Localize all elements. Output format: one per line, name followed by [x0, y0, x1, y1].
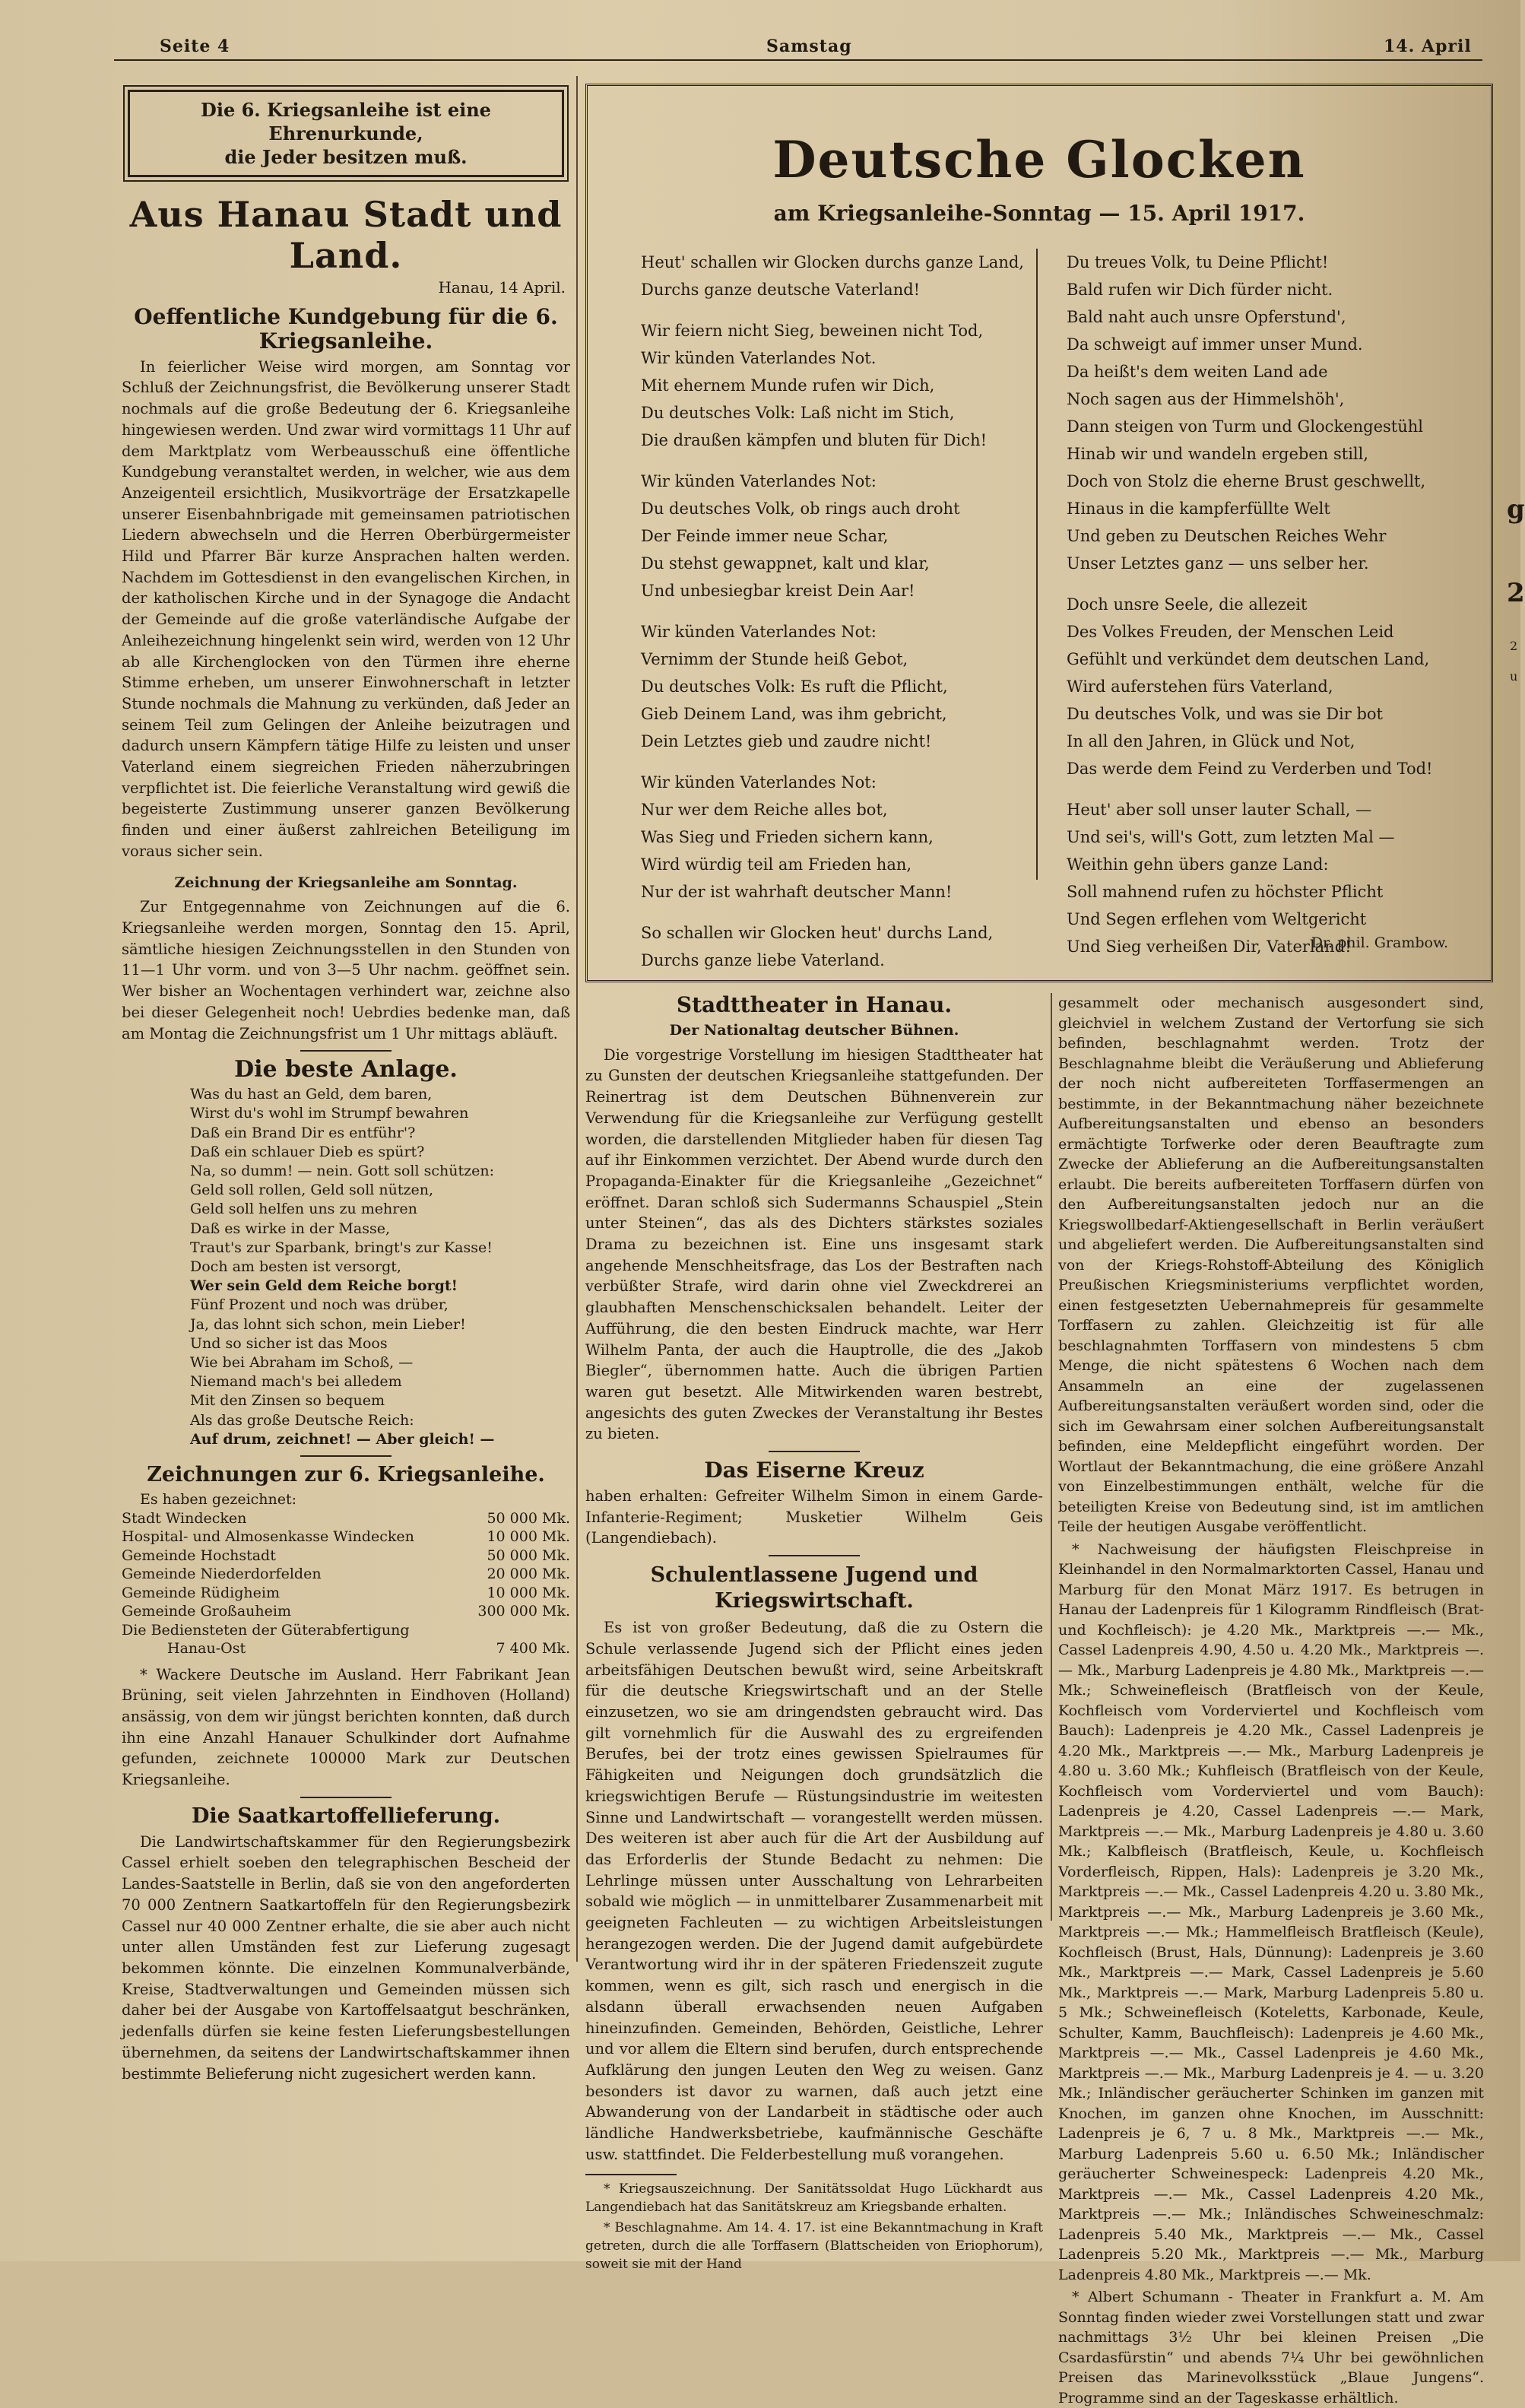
poem-divider: [1036, 249, 1038, 880]
stanza: [641, 919, 1051, 974]
verse-line: Nur der ist wahrhaft deutscher Mann!: [641, 883, 953, 901]
schulentlassene-text: Es ist von großer Bedeutung, daß die zu Ostern die Schule verlassende Jugend sich der Pflicht eines jeden arbeitsfähigen Deutschen bewußt wird, seine Arbeitskraft für die deutsche Kriegswirtschaft und an der Stelle einzusetzen, wo sie am dringendsten gebraucht wird. Das gilt vornehmlich für die Auswahl des zu ergreifenden Berufes, bei der trotz eines gewissen Spielraumes für Fähigkeiten und Neigungen doch grundsätzlich die kriegswichtigen Berufe — Rüstungsindustrie im weitesten Sinne und Landwirtschaft — vorangestellt werden müssen. Des weiteren ist aber auch für die Art der Ausbildung auf das Erforderlis der Stunde Bedacht zu nehmen: Die Lehrlinge müssen unter Ausschaltung von Lehrarbeiten sobald wie möglich — in unmittelbarer Zusammenarbeit mit geeigneten Fachleuten — zu wichtigen Arbeitsleistungen herangezogen werden. Die der Jugend damit aufgebürdete Verantwortung wird ihr in der späteren Friedenszeit zugute kommen, wenn es gilt, sich rasch und energisch in die alsdann überall erwachsenden neuen Aufgaben hineinzufinden. Gemeinden, Behörden, Geistliche, Lehrer und vor allem die Eltern sind berufen, durch entsprechende Aufklärung den jungen Leuten den Weg zu weisen. Ganz besonders ist davor zu warnen, daß auch jetzt eine Abwanderung von der Landarbeit in städtische oder auch ländliche Handwerksbetriebe, kaufmännische Geschäfte usw. stattfindet. Die Felderbestellung muß vorangehen.: [585, 1619, 1043, 2163]
subscription-row: [122, 1584, 570, 1603]
fleischpreise-text: * Nachweisung der häufigsten Fleischpreise in Kleinhandel in den Normalmarktorten Cassel, Hanau und Marburg für den Monat März 1917. Es betrugen in Hanau der Ladenpreis für 1 Kilogramm Rindfleisch (Brat- und Kochfleisch): je 4.20 Mk., Marktpreis —.— Mk., Cassel Ladenpreis 4.90, 4.50 u. 4.20 Mk., Marktpreis —.— Mk., Marburg Ladenpreis je 4.80 Mk., Marktpreis —.— Mk.; Schweinefleisch (Bratfleisch von der Keule, Kochfleisch vom Vorderviertel und Kochfleisch vom Bauch): Ladenpreis je 4.20 Mk., Cassel Ladenpreis je 4.20 Mk., Marktpreis —.— Mk., Marburg Ladenpreis je 4.80 u. 3.60 Mk.; Kuhfleisch (Bratfleisch von der Keule, Kochfleisch vom Vorderviertel und vom Bauch): Ladenpreis je 4.20, Cassel Ladenpreis —.— Mark, Marktpreis —.— Mk., Marburg Ladenpreis je 4.80 u. 3.60 Mk.; Kalbfleisch (Bratfleisch, Keule, u. Kochfleisch Vorderfleisch, Rippen, Hals): Ladenpreis je 3.20 Mk., Marktpreis —.— Mk., Cassel Ladenpreis 4.20 u. 3.80 Mk., Marktpreis —.— Mk., Marburg Ladenpreis je 3.60 Mk., Marktpreis —.— Mk.; Hammelfleisch Bratfleisch (Keule), Kochfleisch (Brust, Hals, Dünnung): Ladenpreis je 3.60 Mk., Marktpreis —.— Mark, Cassel Ladenpreis je 5.60 Mk., Marktpreis —.— Mark, Marburg Ladenpreis 5.80 u. 5 Mk.; Schweinefleisch (Koteletts, Karbonade, Keule, Schulter, Kamm, Bauchfleisch): Ladenpreis je 4.60 Mk., Marktpreis —.— Mk., Cassel Ladenpreis je 4.60 Mk., Marktpreis —.— Mk., Marburg Ladenpreis je 4. — u. 3.20 Mk.; Inländischer geräucherter Schinken im ganzen mit Knochen, im ganzen ohne Knochen, im Ausschnitt: Ladenpreis je 6, 7 u. 8 Mk., Marktpreis —.— Mk., Marburg Ladenpreis 5.60 u. 6.50 Mk.; Inländischer geräucherter Schweinespeck: Ladenpreis 4.20 Mk., Marktpreis —.— Mk., Cassel Ladenpreis 4.20 Mk., Marktpreis —.— Mk.; Inländisches Schweineschmalz: Ladenpreis 5.40 Mk., Marktpreis —.— Mk., Cassel Ladenpreis 5.20 Mk., Marktpreis —.— Mk., Marburg Ladenpreis 4.80 Mk., Marktpreis —.— Mk.: [1058, 1540, 1484, 2283]
poem-line: Daß es wirke in der Masse,: [190, 1220, 390, 1237]
verse-line: So schallen wir Glocken heut' durchs Land,: [641, 924, 994, 942]
subscriber: Hospital- und Almosenkasse Windecken: [122, 1528, 414, 1546]
verse-line: Weithin gehn übers ganze Land:: [1067, 855, 1329, 874]
verse-line: Und unbesiegbar kreist Dein Aar!: [641, 582, 915, 600]
poem-line: Traut's zur Sparbank, bringt's zur Kasse!: [190, 1239, 493, 1256]
verse-line: Doch von Stolz die eherne Brust geschwellt,: [1067, 472, 1426, 490]
subscription-row: [122, 1639, 570, 1658]
verse-line: In all den Jahren, in Glück und Not,: [1067, 732, 1355, 750]
poem-line: Doch am besten ist versorgt,: [190, 1258, 401, 1276]
poem-line: Als das große Deutsche Reich:: [190, 1411, 414, 1429]
header-date: 14. April: [1384, 36, 1472, 56]
verse-line: Vernimm der Stunde heiß Gebot,: [641, 650, 908, 668]
amount: 300 000 Mk.: [477, 1603, 570, 1620]
verse-line: Da schweigt auf immer unser Mund.: [1067, 335, 1363, 354]
verse-line: Heut' aber soll unser lauter Schall, —: [1067, 801, 1372, 819]
poem-line: Mit den Zinsen so bequem: [190, 1392, 385, 1410]
verse-line: Und sei's, will's Gott, zum letzten Mal —: [1067, 828, 1395, 846]
divider: [769, 1555, 860, 1556]
edge-fragment: u: [1510, 669, 1518, 684]
verse-line: Wir künden Vaterlandes Not.: [641, 349, 877, 367]
edge-fragment: 2: [1510, 639, 1518, 653]
glocken-author: Dr. phil. Grambow.: [1311, 934, 1448, 951]
verse-line: Unser Letztes ganz — uns selber her.: [1067, 554, 1369, 573]
subscription-row: [122, 1547, 570, 1566]
verse-line: Du stehst gewappnet, kalt und klar,: [641, 554, 930, 573]
poem-line: Niemand mach's bei alledem: [190, 1373, 402, 1391]
verse-line: Hinaus in die kampferfüllte Welt: [1067, 500, 1330, 518]
edge-fragment: g: [1507, 494, 1525, 525]
verse-line: Hinab wir und wandeln ergeben still,: [1067, 445, 1369, 463]
poem-line: Und so sicher ist das Moos: [190, 1334, 388, 1352]
verse-line: Durchs ganze deutsche Vaterland!: [641, 281, 921, 299]
header-day: Samstag: [766, 36, 852, 56]
zeichnungen-intro: Es haben gezeichnet:: [140, 1491, 297, 1509]
subscriber: Gemeinde Hochstadt: [122, 1547, 276, 1564]
stanza: [641, 249, 1051, 303]
stadttheater-text: Die vorgestrige Vorstellung im hiesigen Stadttheater hat zu Gunsten der deutschen Kriegsanleihe stattgefunden. Der Reinertrag ist dem Deutschen Bühnenverein zur Verwendung für die Kriegsanleihe zur Verfügung gestellt worden, die darstellenden Mitglieder haben für diesen Tag auf ihr Einkommen verzichtet. Der Abend wurde durch den Propaganda-Einakter für die Kriegsanleihe „Gezeichnet“ eröffnet. Daran schloß sich Sudermanns Schauspiel „Stein unter Steinen“, das als des Dichters stärkstes soziales Drama zu bezeichnen ist. Eine uns insgesamt stark angehende Menschheitsfrage, das Los der Bestraften nach verbüßter Strafe, wird darin ohne viel Zweckdrerei an glaubhaften Menschenschicksalen behandelt. Leiter der Aufführung, die den besten Eindruck machte, war Herr Wilhelm Panta, der auch die Hauptrolle, die des „Jakob Biegler“, übernommen hatte. Auch die übrigen Partien waren gut besetzt. Alle Mitwirkenden waren bestrebt, angesichts des guten Zweckes der Veranstaltung ihr Bestes zu bieten.: [585, 1045, 1043, 1443]
divider: [300, 1455, 392, 1457]
verse-line: Wird würdig teil am Frieden han,: [641, 855, 912, 874]
verse-line: Du deutsches Volk, und was sie Dir bot: [1067, 705, 1383, 723]
torffasern-text: gesammelt oder mechanisch ausgesondert sind, gleichviel in welchem Zustand der Vertorfung sie sich befinden, beschlagnahmt werden. Trotz der Beschlagnahme bleibt die Veräußerung und Ablieferung der noch nicht aufbereiteten Torffasermengen an bestimmte, in der Bekanntmachung näher bezeichnete Aufbereitungsanstalten und ebenso an besonders ermächtigte Torfwerke oder deren Beauftragte zum Zwecke der Ablieferung an die Aufbereitungsanstalten erlaubt. Die bereits aufbereiteten Torffasern dürfen von den Aufbereitungsanstalten jedoch nur an die Kriegswollbedarf-Aktiengesellschaft in Berlin veräußert und abgeliefert werden. Die Aufbereitungsanstalten sind von der Kriegs-Rohstoff-Abteilung des Königlich Preußischen Kriegsministeriums verpflichtet worden, einen festgesetzten Uebernahmepreis für gesammelte Torffasern zu zahlen. Gleichzeitig ist für alle beschlagnahmten Torffasern von mindestens 5 cbm Menge, die nicht spätestens 6 Wochen nach dem Ansammeln an eine der zugelassenen Aufbereitungsanstalten veräußert worden sind, oder die sich im Gewahrsam einer solchen Aufbereitungsanstalt befinden, eine Meldepflicht eingeführt worden. Der Wortlaut der Bekanntmachung, die eine größere Anzahl von Einzelbestimmungen enthält, welche für die beteiligten Kreise von Bedeutung sind, ist im amtlichen Teile der heutigen Ausgabe veröffentlicht.: [1058, 995, 1484, 1535]
poem-line: Na, so dumm! — nein. Gott soll schützen:: [190, 1163, 494, 1180]
poem-line: Auf drum, zeichnet! — Aber gleich! —: [190, 1430, 495, 1448]
amount: 20 000 Mk.: [487, 1566, 570, 1583]
glocken-right-column: [1067, 249, 1477, 974]
poem-line: Wirst du's wohl im Strumpf bewahren: [190, 1105, 469, 1122]
verse-line: Da heißt's dem weiten Land ade: [1067, 363, 1328, 381]
verse-line: Wir künden Vaterlandes Not:: [641, 472, 877, 490]
schulentlassene-title: Schulentlassene Jugend und Kriegswirtschaft.: [650, 1563, 978, 1613]
verse-line: Und Segen erflehen vom Weltgericht: [1067, 910, 1367, 928]
verse-line: Bald rufen wir Dich fürder nicht.: [1067, 281, 1333, 299]
right-column: [1058, 993, 1484, 2406]
subscription-row: [122, 1528, 570, 1547]
stanza: [641, 317, 1051, 454]
stanza: [1067, 591, 1477, 782]
poem-line: Daß ein schlauer Dieb es spürt?: [190, 1143, 425, 1160]
poem-line: Daß ein Brand Dir es entführ'?: [190, 1124, 416, 1141]
amount: 50 000 Mk.: [487, 1509, 570, 1527]
stanza: [641, 468, 1051, 604]
beste-anlage-poem: [122, 1085, 570, 1449]
verse-line: Gefühlt und verkündet dem deutschen Land,: [1067, 650, 1430, 668]
stanza: [641, 618, 1051, 755]
verse-line: Du treues Volk, tu Deine Pflicht!: [1067, 253, 1329, 271]
divider: [769, 1451, 860, 1452]
column-separator: [576, 76, 578, 1962]
stadttheater-subtitle: Der Nationaltag deutscher Bühnen.: [669, 1022, 959, 1039]
verse-line: Die draußen kämpfen und bluten für Dich!: [641, 431, 988, 449]
verse-line: Nur wer dem Reiche alles bot,: [641, 801, 888, 819]
verse-line: Du deutsches Volk: Laß nicht im Stich,: [641, 404, 955, 422]
beste-anlage-title: Die beste Anlage.: [234, 1056, 458, 1083]
section-title: Aus Hanau Stadt und Land.: [129, 194, 563, 276]
divider: [585, 2174, 677, 2175]
glocken-left-column: [641, 249, 1051, 988]
glocken-subtitle: am Kriegsanleihe-Sonntag — 15. April 1917.: [773, 201, 1305, 226]
dateline: Hanau, 14 April.: [438, 278, 566, 297]
eiserne-kreuz-title: Das Eiserne Kreuz: [704, 1458, 924, 1483]
subscriber: Gemeinde Niederdorfelden: [122, 1566, 322, 1583]
verse-line: Durchs ganze liebe Vaterland.: [641, 951, 885, 969]
subscriber: Die Bediensteten der Güterabfertigung: [122, 1621, 410, 1639]
poem-line: Ja, das lohnt sich schon, mein Lieber!: [190, 1315, 466, 1333]
verse-line: Wir feiern nicht Sieg, beweinen nicht Tod,: [641, 322, 984, 340]
verse-line: Dann steigen von Turm und Glockengestühl: [1067, 417, 1423, 436]
poem-line: Fünf Prozent und noch was drüber,: [190, 1296, 449, 1314]
verse-line: Des Volkes Freuden, der Menschen Leid: [1067, 623, 1394, 641]
zeichnung-sonntag-title: Zeichnung der Kriegsanleihe am Sonntag.: [174, 874, 518, 891]
stanza: [641, 769, 1051, 906]
kriegsauszeichnung-note: * Kriegsauszeichnung. Der Sanitätssoldat Hugo Lückhardt aus Langendiebach hat das Sanitätskreuz am Kriegsbande erhalten.: [585, 2181, 1043, 2216]
subscription-row: [122, 1602, 570, 1621]
wackere-text: * Wackere Deutsche im Ausland. Herr Fabrikant Jean Brüning, seit vielen Jahrzehnten in Eindhoven (Holland) ansässig, von dem wir jüngst berichten konnten, daß durch ihn eine Anzahl Hanauer Schulkinder dort Aufnahme gefunden, zeichnete 100000 Mark zur Deutschen Kriegsanleihe.: [122, 1665, 570, 1789]
divider: [300, 1797, 392, 1798]
beschlagnahme-note: * Beschlagnahme. Am 14. 4. 17. ist eine Bekanntmachung in Kraft getreten, durch die alle Torffasern (Blattscheiden von Eriophorum), soweit sie mit der Hand: [585, 2220, 1043, 2273]
stanza: [1067, 249, 1477, 577]
verse-line: Bald naht auch unsre Opferstund',: [1067, 308, 1346, 326]
poem-line: Wer sein Geld dem Reiche borgt!: [190, 1277, 458, 1295]
banner-line-1: Die 6. Kriegsanleihe ist eine Ehrenurkunde,: [201, 99, 491, 144]
subscription-row: [122, 1565, 570, 1584]
verse-line: Wir künden Vaterlandes Not:: [641, 773, 877, 792]
schumann-theater-text: * Albert Schumann - Theater in Frankfurt a. M. Am Sonntag finden wieder zwei Vorstellungen statt und zwar nachmittags 3½ Uhr bei kleinen Preisen „Die Csardasfürstin“ und abends 7¼ Uhr bei gewöhnlichen Preisen das Marinevolksstück „Blaue Jungens“. Programme sind an der Tageskasse erhältlich.: [1058, 2289, 1484, 2406]
verse-line: Und Sieg verheißen Dir, Vaterland!: [1067, 938, 1352, 956]
verse-line: Dein Letztes gieb und zaudre nicht!: [641, 732, 932, 750]
middle-column: [585, 993, 1043, 2276]
left-column: [122, 85, 570, 2086]
banner-line-2: die Jeder besitzen muß.: [224, 146, 468, 168]
zeichnungen-title: Zeichnungen zur 6. Kriegsanleihe.: [147, 1463, 545, 1487]
zeichnung-sonntag-text: Zur Entgegennahme von Zeichnungen auf die 6. Kriegsanleihe werden morgen, Sonntag den 15. April, sämtliche hiesigen Zeichnungsstellen in den Stunden von 11—1 Uhr vorm. und von 3—5 Uhr nachm. geöffnet sein. Wer bisher an Wochentagen verhindert war, zeichne also bei dieser Gelegenheit noch! Uebrdies bedenke man, daß am Montag die Zeichnungsfrist um 1 Uhr mittags abläuft.: [122, 898, 570, 1042]
verse-line: Heut' schallen wir Glocken durchs ganze Land,: [641, 253, 1024, 271]
verse-line: Und geben zu Deutschen Reiches Wehr: [1067, 527, 1387, 545]
glocken-box: [585, 84, 1493, 982]
kundgebung-text: In feierlicher Weise wird morgen, am Sonntag vor Schluß der Zeichnungsfrist, die Bevölkerung unserer Stadt nochmals auf die große Bedeutung der 6. Kriegsanleihe hingewiesen werden. Und zwar wird vormittags 11 Uhr auf dem Marktplatz vom Werbeausschuß eine öffentliche Kundgebung veranstaltet werden, in welcher, wie aus dem Anzeigenteil ersichtlich, Musikvorträge der Ersatzkapelle unserer Eisenbahnbrigade mit gemeinsamen patriotischen Liedern abwechseln und die Herren Oberbürgermeister Hild und Pfarrer Bär kurze Ansprachen halten werden. Nachdem im Gottesdienst in den evangelischen Kirchen, in der katholischen Kirche und in der Synagoge die Andacht der Gemeinde auf die große vaterländische Aufgabe der Anleihezeichnung hingelenkt sein wird, werden von 12 Uhr ab alle Kirchenglocken von den Türmen ihre eherne Stimme erheben, um unserer Einwohnerschaft in letzter Stunde nochmals die Mahnung zu verkünden, daß Jeder an seinem Teil zum Gelingen der Anleihe beizutragen und dadurch unsern Kämpfern tätige Hilfe zu leisten und unser Vaterland einem siegreichen Frieden näherzubringen verpflichtet ist. Die feierliche Veranstaltung wird gewiß die begeisterte Zustimmung unserer ganzen Bevölkerung finden und einer äußerst zahlreichen Beteiligung im voraus sicher sein.: [122, 357, 570, 860]
eiserne-kreuz-text: haben erhalten: Gefreiter Wilhelm Simon in einem Garde-Infanterie-Regiment; Musketier Wilhelm Geis (Langendiebach).: [585, 1487, 1043, 1547]
subscriber: Gemeinde Rüdigheim: [122, 1584, 280, 1601]
poem-line: Geld soll rollen, Geld soll nützen,: [190, 1182, 434, 1199]
verse-line: Soll mahnend rufen zu höchster Pflicht: [1067, 883, 1384, 901]
amount: 10 000 Mk.: [487, 1584, 570, 1601]
subscriber: Gemeinde Großauheim: [122, 1603, 291, 1620]
edge-fragment: 2: [1507, 578, 1525, 608]
page-number: Seite 4: [160, 36, 230, 56]
saatkartoffel-text: Die Landwirtschaftskammer für den Regierungsbezirk Cassel erhielt soeben den telegraphischen Bescheid der Landes-Saatstelle in Berlin, daß sie von den angeforderten 70 000 Zentnern Saatkartoffeln für den Regierungsbezirk Cassel nur 40 000 Zentner erhalte, die sie aber auch nicht unter allen Umständen fest zur Lieferung zugesagt bekommen könnte. Die einzelnen Kommunalverbände, Kreise, Stadtverwaltungen und Gemeinden müssen sich daher bei der Ausgabe von Kartoffelsaatgut beschränken, jedenfalls dürfen sie keine festen Lieferungsbestellungen übernehmen, da seitens der Landwirtschaftskammer ihnen bestimmte Belieferung nicht zugesichert werden kann.: [122, 1832, 570, 2083]
amount: 50 000 Mk.: [487, 1547, 570, 1564]
subscriber: Stadt Windecken: [122, 1509, 247, 1527]
verse-line: Doch unsre Seele, die allezeit: [1067, 595, 1308, 614]
stadttheater-title: Stadttheater in Hanau.: [676, 992, 953, 1017]
verse-line: Gieb Deinem Land, was ihm gebricht,: [641, 705, 947, 723]
verse-line: Der Feinde immer neue Schar,: [641, 527, 889, 545]
verse-line: Was Sieg und Frieden sichern kann,: [641, 828, 934, 846]
subscriber: Hanau-Ost: [167, 1640, 246, 1658]
verse-line: Das werde dem Feind zu Verderben und Tod!: [1067, 760, 1433, 778]
header-rule: [114, 59, 1482, 61]
verse-line: Wir künden Vaterlandes Not:: [641, 623, 877, 641]
saatkartoffel-title: Die Saatkartoffellieferung.: [192, 1804, 500, 1828]
poem-line: Wie bei Abraham im Schoß, —: [190, 1354, 414, 1372]
verse-line: Noch sagen aus der Himmelshöh',: [1067, 390, 1345, 408]
zeichnungen-list: [122, 1490, 570, 1658]
poem-line: Was du hast an Geld, dem baren,: [190, 1086, 433, 1103]
column-separator: [1051, 993, 1052, 1921]
subscription-row: [122, 1509, 570, 1528]
subscription-row: [122, 1621, 570, 1640]
amount: 7 400 Mk.: [496, 1640, 570, 1658]
divider: [300, 1050, 392, 1052]
poem-line: Geld soll helfen uns zu mehren: [190, 1201, 417, 1218]
verse-line: Du deutsches Volk, ob rings auch droht: [641, 500, 960, 518]
verse-line: Du deutsches Volk: Es ruft die Pflicht,: [641, 677, 948, 696]
amount: 10 000 Mk.: [487, 1528, 570, 1546]
kundgebung-title: Oeffentliche Kundgebung für die 6. Kriegsanleihe.: [134, 303, 558, 354]
banner-box: [128, 90, 564, 177]
glocken-title: Deutsche Glocken: [772, 130, 1306, 189]
verse-line: Wird auferstehen fürs Vaterland,: [1067, 677, 1333, 696]
verse-line: Mit ehernem Munde rufen wir Dich,: [641, 376, 935, 395]
